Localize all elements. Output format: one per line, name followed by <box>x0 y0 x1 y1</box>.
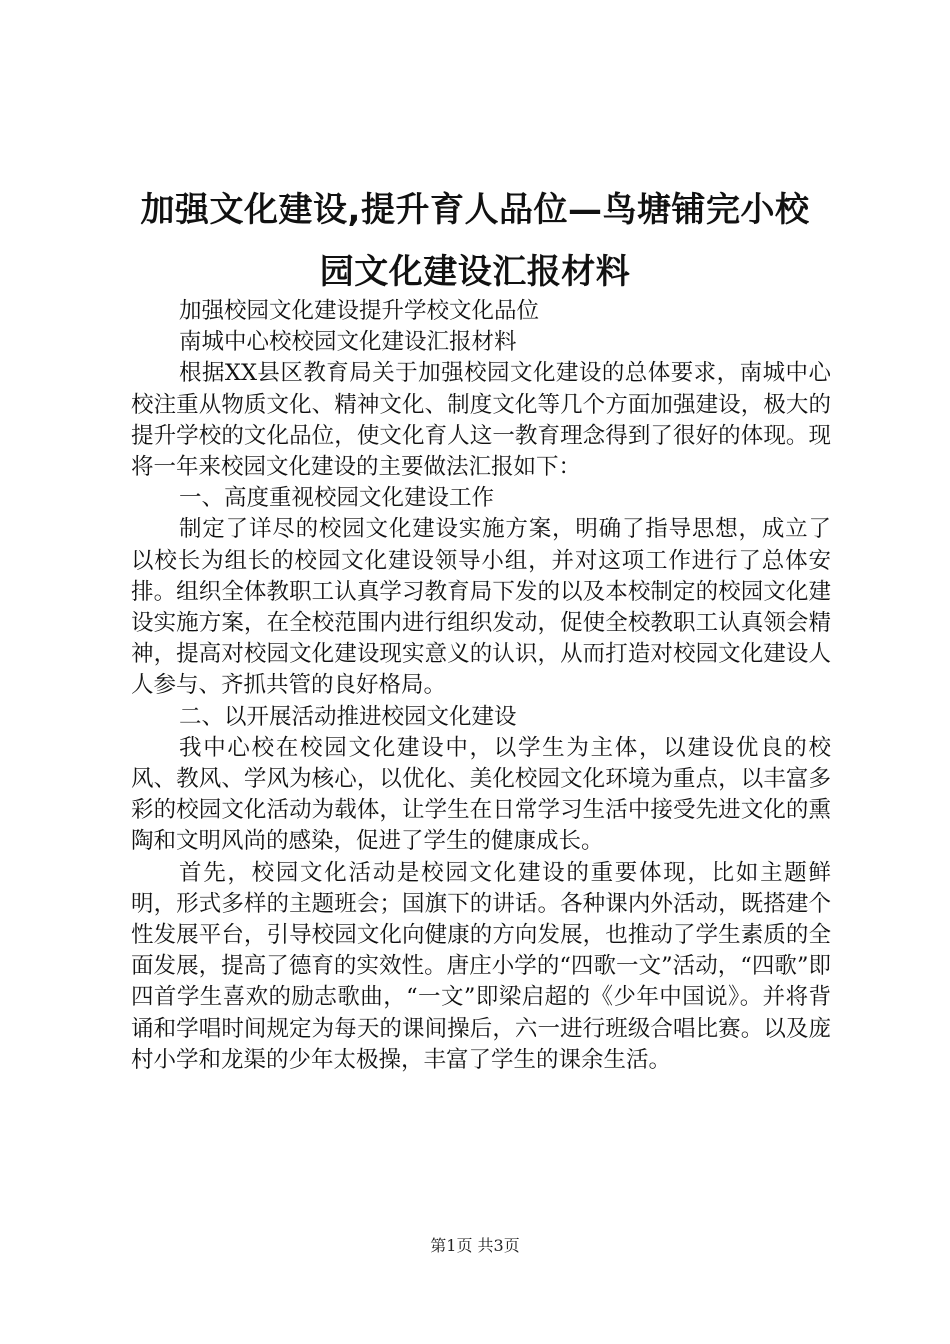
section-heading: 一、高度重视校园文化建设工作 <box>179 485 495 512</box>
document-title-line-1: 加强文化建设,提升育人品位—鸟塘铺完小校 <box>140 190 810 230</box>
subtitle-paragraph: 南城中心校校园文化建设汇报材料 <box>179 329 517 356</box>
body-paragraph: 根据XX县区教育局关于加强校园文化建设的总体要求，南城中心校注重从物质文化、精神文化、制度文化等几个方面加强建设，极大的提升学校的文化品位，使文化育人这一教育理念得到了很好的体现。现将一年来校园文化建设的主要做法汇报如下： <box>131 360 831 481</box>
document-body <box>131 296 831 1076</box>
page-footer: 第1页 共3页 <box>430 1236 520 1255</box>
subtitle-paragraph: 加强校园文化建设提升学校文化品位 <box>179 298 540 324</box>
section-heading: 二、以开展活动推进校园文化建设 <box>179 703 517 730</box>
body-paragraph: 制定了详尽的校园文化建设实施方案，明确了指导思想，成立了以校长为组长的校园文化建设领导小组，并对这项工作进行了总体安排。组织全体教职工认真学习教育局下发的以及本校制定的校园文化建设实施方案，在全校范围内进行组织发动，促使全校教职工认真领会精神，提高对校园文化建设现实意义的认识，从而打造对校园文化建设人人参与、齐抓共管的良好格局。 <box>131 516 831 699</box>
body-paragraph: 首先，校园文化活动是校园文化建设的重要体现，比如主题鲜明，形式多样的主题班会；国旗下的讲话。各种课内外活动，既搭建个性发展平台，引导校园文化向健康的方向发展，也推动了学生素质的全面发展，提高了德育的实效性。唐庄小学的“四歌一文”活动，“四歌”即四首学生喜欢的励志歌曲，“一文”即梁启超的《少年中国说》。并将背诵和学唱时间规定为每天的课间操后，六一进行班级合唱比赛。以及庞村小学和龙渠的少年太极操，丰富了学生的课余生活。 <box>131 859 831 1073</box>
body-paragraph: 我中心校在校园文化建设中，以学生为主体，以建设优良的校风、教风、学风为核心，以优化、美化校园文化环境为重点，以丰富多彩的校园文化活动为载体，让学生在日常学习生活中接受先进文化的熏陶和文明风尚的感染，促进了学生的健康成长。 <box>131 734 831 855</box>
document-title-line-2: 园文化建设汇报材料 <box>319 252 631 292</box>
